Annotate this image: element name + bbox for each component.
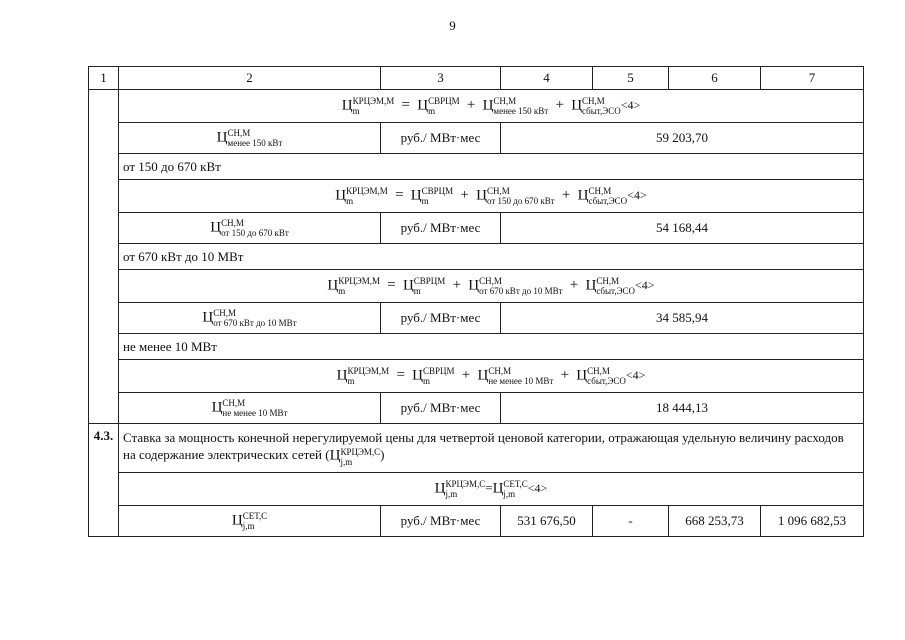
group-label: от 150 до 670 кВт	[119, 154, 864, 180]
group-row	[89, 334, 864, 360]
tariff-table	[88, 66, 864, 537]
rate-symbol: Ц СН,М от 150 до 670 кВт	[119, 213, 381, 244]
value-col-5: -	[593, 506, 669, 537]
rate-symbol: Ц СН,М менее 150 кВт	[119, 123, 381, 154]
rate-symbol: Ц СЕТ,С j,m	[119, 506, 381, 537]
section-row	[89, 424, 864, 473]
header-col-3: 3	[381, 67, 501, 90]
unit-cell: руб./ МВт·мес	[381, 123, 501, 154]
header-col-2: 2	[119, 67, 381, 90]
value-row	[89, 213, 864, 244]
section-description: Ставка за мощность конечной нерегулируемой цены для четвертой ценовой категории, отражающая удельную величину расходов на содержание электрических сетей (Ц КРЦЭМ,С j,m )	[119, 424, 864, 473]
value-row	[89, 393, 864, 424]
header-row	[89, 67, 864, 90]
value-cell: 59 203,70	[501, 123, 864, 154]
unit-cell: руб./ МВт·мес	[381, 506, 501, 537]
formula-row	[89, 90, 864, 123]
formula-row	[89, 360, 864, 393]
group-label: от 670 кВт до 10 МВт	[119, 244, 864, 270]
unit-cell: руб./ МВт·мес	[381, 303, 501, 334]
group-label: не менее 10 МВт	[119, 334, 864, 360]
group-row	[89, 244, 864, 270]
value-row	[89, 303, 864, 334]
formula-b: Ц КРЦЭМ,М m = Ц СВРЦМ m + Ц СН,М от 150 до 670 кВт + Ц СН,М сбыт,ЭСО <4>	[119, 180, 864, 213]
formula-row	[89, 473, 864, 506]
value-row	[89, 123, 864, 154]
header-col-1: 1	[89, 67, 119, 90]
header-col-4: 4	[501, 67, 593, 90]
group-row	[89, 154, 864, 180]
value-col-6: 668 253,73	[669, 506, 761, 537]
unit-cell: руб./ МВт·мес	[381, 393, 501, 424]
value-col-4: 531 676,50	[501, 506, 593, 537]
rate-symbol: Ц СН,М от 670 кВт до 10 МВт	[119, 303, 381, 334]
value-cell: 54 168,44	[501, 213, 864, 244]
formula-row	[89, 180, 864, 213]
value-row	[89, 506, 864, 537]
formula-row	[89, 270, 864, 303]
formula-a: Ц КРЦЭМ,М m = Ц СВРЦМ m + Ц СН,М менее 150 кВт + Ц СН,М сбыт,ЭСО <4>	[119, 90, 864, 123]
unit-cell: руб./ МВт·мес	[381, 213, 501, 244]
header-col-7: 7	[761, 67, 864, 90]
section-number: 4.3.	[89, 424, 119, 537]
formula-c: Ц КРЦЭМ,М m = Ц СВРЦМ m + Ц СН,М от 670 кВт до 10 МВт + Ц СН,М сбыт,ЭСО <4>	[119, 270, 864, 303]
header-col-6: 6	[669, 67, 761, 90]
rate-symbol: Ц СН,М не менее 10 МВт	[119, 393, 381, 424]
header-col-5: 5	[593, 67, 669, 90]
value-col-7: 1 096 682,53	[761, 506, 864, 537]
formula-section-43: Ц КРЦЭМ,С j,m =Ц СЕТ,С j,m <4>	[119, 473, 864, 506]
page-number: 9	[449, 18, 456, 33]
value-cell: 34 585,94	[501, 303, 864, 334]
number-cell-empty	[89, 90, 119, 424]
value-cell: 18 444,13	[501, 393, 864, 424]
formula-d: Ц КРЦЭМ,М m = Ц СВРЦМ m + Ц СН,М не менее 10 МВт + Ц СН,М сбыт,ЭСО <4>	[119, 360, 864, 393]
